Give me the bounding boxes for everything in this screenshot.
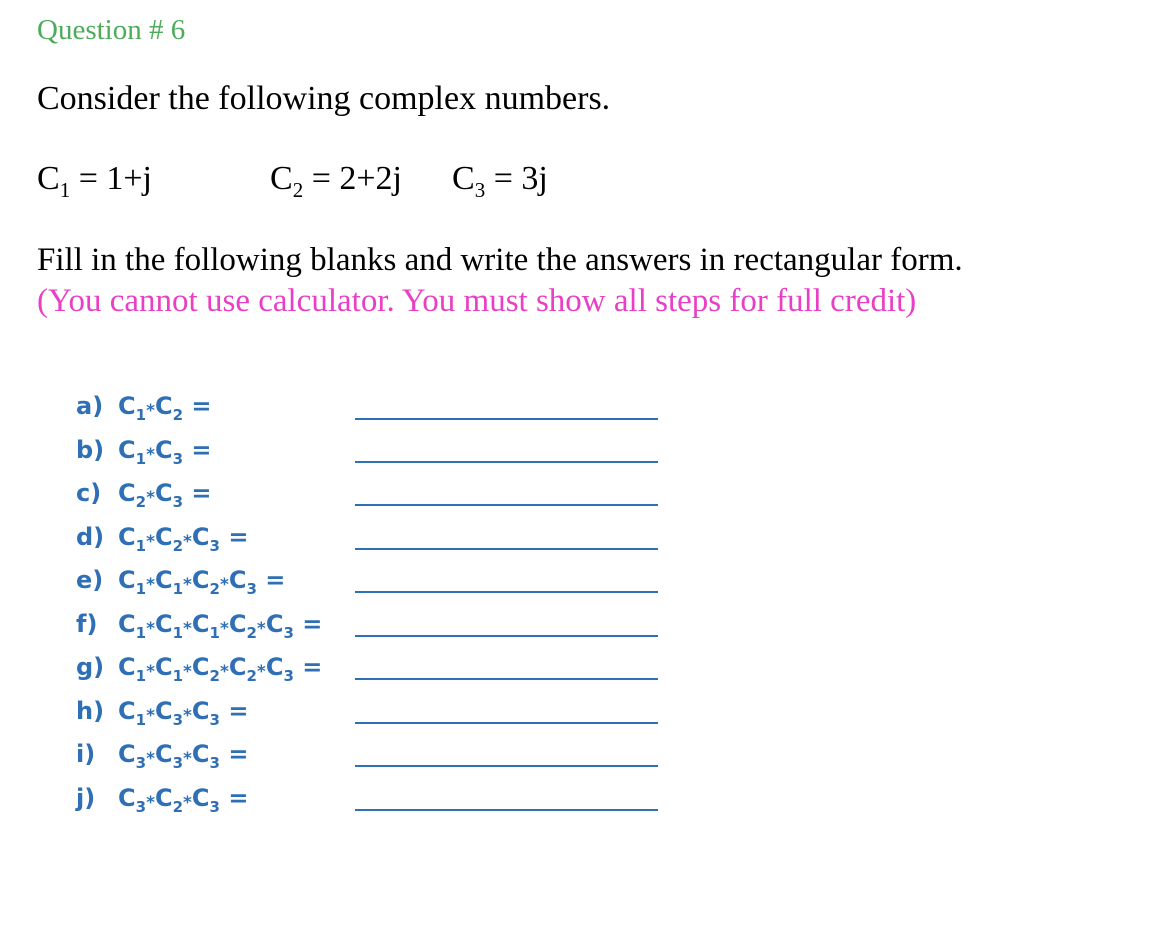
definition-c3 bbox=[452, 160, 548, 203]
term-subscript: 2 bbox=[209, 579, 220, 598]
answer-blank-line[interactable] bbox=[355, 504, 658, 506]
term-subscript: 3 bbox=[283, 666, 294, 685]
definition-name: C bbox=[452, 160, 475, 197]
term-subscript: 1 bbox=[172, 579, 184, 598]
term-c: C bbox=[191, 523, 210, 551]
term-subscript: 2 bbox=[246, 623, 257, 642]
multiply-sign: * bbox=[183, 793, 192, 813]
problem-b bbox=[76, 436, 211, 466]
term-c: C bbox=[191, 740, 210, 768]
term-c: C bbox=[118, 566, 136, 594]
equals-sign: = bbox=[293, 610, 323, 638]
term-c: C bbox=[191, 784, 210, 812]
problem-d bbox=[76, 523, 248, 553]
term-c: C bbox=[154, 479, 173, 507]
definition-name: C bbox=[270, 160, 293, 197]
term-c: C bbox=[118, 653, 136, 681]
problem-h bbox=[76, 697, 248, 727]
term-subscript: 1 bbox=[135, 449, 147, 468]
equals-sign: = bbox=[183, 392, 212, 420]
problem-expression bbox=[118, 523, 248, 555]
multiply-sign: * bbox=[146, 662, 155, 682]
term-c: C bbox=[154, 436, 173, 464]
answer-blank-line[interactable] bbox=[355, 548, 658, 550]
term-c: C bbox=[191, 566, 210, 594]
term-c: C bbox=[191, 697, 210, 725]
term-c: C bbox=[228, 566, 247, 594]
term-c: C bbox=[154, 697, 173, 725]
equals-sign: = bbox=[183, 436, 212, 464]
problem-letter: c) bbox=[76, 479, 102, 507]
term-c: C bbox=[228, 653, 247, 681]
answer-blank-line[interactable] bbox=[355, 722, 658, 724]
problem-expression bbox=[118, 392, 211, 424]
term-subscript: 2 bbox=[172, 405, 184, 424]
answer-blank-line[interactable] bbox=[355, 678, 658, 680]
multiply-sign: * bbox=[219, 619, 229, 639]
term-subscript: 3 bbox=[209, 710, 220, 729]
multiply-sign: * bbox=[219, 575, 229, 595]
problem-expression bbox=[118, 436, 211, 468]
term-c: C bbox=[154, 523, 173, 551]
note-text: (You cannot use calculator. You must show all steps for full credit) bbox=[37, 283, 917, 319]
term-subscript: 3 bbox=[246, 579, 257, 598]
problem-letter: i) bbox=[76, 740, 96, 768]
multiply-sign: * bbox=[183, 532, 192, 552]
problem-expression bbox=[118, 740, 248, 772]
term-c: C bbox=[228, 610, 247, 638]
answer-blank-line[interactable] bbox=[355, 591, 658, 593]
term-c: C bbox=[191, 610, 210, 638]
multiply-sign: * bbox=[146, 532, 155, 552]
multiply-sign: * bbox=[183, 706, 192, 726]
term-subscript: 1 bbox=[135, 710, 147, 729]
equals-sign: = bbox=[219, 784, 249, 812]
multiply-sign: * bbox=[146, 619, 155, 639]
equals-sign: = bbox=[219, 740, 249, 768]
term-c: C bbox=[118, 392, 136, 420]
term-subscript: 3 bbox=[172, 449, 184, 468]
multiply-sign: * bbox=[146, 749, 155, 769]
definition-c2 bbox=[270, 160, 402, 203]
problem-letter: b) bbox=[76, 436, 105, 464]
problem-letter: g) bbox=[76, 653, 105, 681]
problem-letter: d) bbox=[76, 523, 105, 551]
answer-blank-line[interactable] bbox=[355, 635, 658, 637]
problem-expression bbox=[118, 566, 285, 598]
term-subscript: 1 bbox=[209, 623, 220, 642]
answer-blank-line[interactable] bbox=[355, 809, 658, 811]
term-subscript: 3 bbox=[209, 797, 220, 816]
problem-expression bbox=[118, 479, 211, 511]
term-c: C bbox=[265, 653, 284, 681]
term-subscript: 3 bbox=[283, 623, 294, 642]
definition-subscript: 2 bbox=[292, 177, 304, 202]
term-c: C bbox=[118, 610, 136, 638]
term-subscript: 3 bbox=[135, 753, 147, 772]
multiply-sign: * bbox=[146, 401, 155, 421]
answer-blank-line[interactable] bbox=[355, 461, 658, 463]
term-c: C bbox=[118, 479, 136, 507]
equals-sign: = bbox=[219, 697, 249, 725]
equals-sign: = bbox=[183, 479, 212, 507]
definition-subscript: 1 bbox=[59, 177, 71, 202]
answer-blank-line[interactable] bbox=[355, 418, 658, 420]
multiply-sign: * bbox=[219, 662, 229, 682]
problem-letter: e) bbox=[76, 566, 104, 594]
instruction-text: Fill in the following blanks and write the answers in rectangular form. bbox=[37, 242, 963, 278]
term-subscript: 1 bbox=[135, 579, 147, 598]
term-c: C bbox=[154, 653, 173, 681]
problem-expression bbox=[118, 610, 322, 642]
term-c: C bbox=[154, 566, 173, 594]
problem-f bbox=[76, 610, 322, 640]
multiply-sign: * bbox=[256, 662, 266, 682]
term-subscript: 1 bbox=[135, 666, 147, 685]
term-c: C bbox=[154, 740, 173, 768]
definition-name: C bbox=[37, 160, 60, 197]
multiply-sign: * bbox=[256, 619, 266, 639]
term-subscript: 2 bbox=[135, 492, 147, 511]
problem-letter: h) bbox=[76, 697, 105, 725]
term-c: C bbox=[191, 653, 210, 681]
definition-subscript: 3 bbox=[474, 177, 486, 202]
term-subscript: 1 bbox=[135, 405, 147, 424]
problem-letter: f) bbox=[76, 610, 98, 638]
problem-expression bbox=[118, 697, 248, 729]
problem-g bbox=[76, 653, 322, 683]
definition-value: = 1+j bbox=[70, 160, 152, 197]
term-subscript: 1 bbox=[172, 666, 184, 685]
multiply-sign: * bbox=[146, 706, 155, 726]
problem-c bbox=[76, 479, 211, 509]
term-c: C bbox=[154, 610, 173, 638]
multiply-sign: * bbox=[183, 619, 192, 639]
term-subscript: 3 bbox=[209, 536, 220, 555]
term-subscript: 3 bbox=[172, 710, 184, 729]
question-title: Question # 6 bbox=[37, 14, 186, 46]
intro-text: Consider the following complex numbers. bbox=[37, 80, 611, 117]
term-c: C bbox=[265, 610, 284, 638]
term-c: C bbox=[118, 523, 136, 551]
problem-letter: a) bbox=[76, 392, 104, 420]
term-subscript: 2 bbox=[172, 536, 184, 555]
problem-expression bbox=[118, 784, 248, 816]
definition-value: = 2+2j bbox=[303, 160, 402, 197]
term-subscript: 2 bbox=[172, 797, 184, 816]
multiply-sign: * bbox=[146, 445, 155, 465]
term-c: C bbox=[118, 697, 136, 725]
equals-sign: = bbox=[293, 653, 323, 681]
problem-i bbox=[76, 740, 248, 770]
multiply-sign: * bbox=[183, 575, 192, 595]
equals-sign: = bbox=[219, 523, 249, 551]
term-subscript: 3 bbox=[172, 753, 184, 772]
problem-expression bbox=[118, 653, 322, 685]
problem-a bbox=[76, 392, 211, 422]
definition-value: = 3j bbox=[485, 160, 548, 197]
equals-sign: = bbox=[256, 566, 286, 594]
multiply-sign: * bbox=[146, 488, 155, 508]
definition-c1 bbox=[37, 160, 152, 203]
term-subscript: 3 bbox=[209, 753, 220, 772]
multiply-sign: * bbox=[183, 662, 192, 682]
problem-e bbox=[76, 566, 285, 596]
term-c: C bbox=[154, 784, 173, 812]
term-subscript: 3 bbox=[172, 492, 184, 511]
problem-j bbox=[76, 784, 248, 814]
term-c: C bbox=[118, 740, 136, 768]
answer-blank-line[interactable] bbox=[355, 765, 658, 767]
term-c: C bbox=[154, 392, 173, 420]
term-subscript: 1 bbox=[172, 623, 184, 642]
term-subscript: 3 bbox=[135, 797, 147, 816]
multiply-sign: * bbox=[183, 749, 192, 769]
multiply-sign: * bbox=[146, 575, 155, 595]
term-subscript: 2 bbox=[246, 666, 257, 685]
term-subscript: 1 bbox=[135, 623, 147, 642]
term-subscript: 2 bbox=[209, 666, 220, 685]
problem-letter: j) bbox=[76, 784, 96, 812]
term-c: C bbox=[118, 436, 136, 464]
multiply-sign: * bbox=[146, 793, 155, 813]
term-c: C bbox=[118, 784, 136, 812]
term-subscript: 1 bbox=[135, 536, 147, 555]
